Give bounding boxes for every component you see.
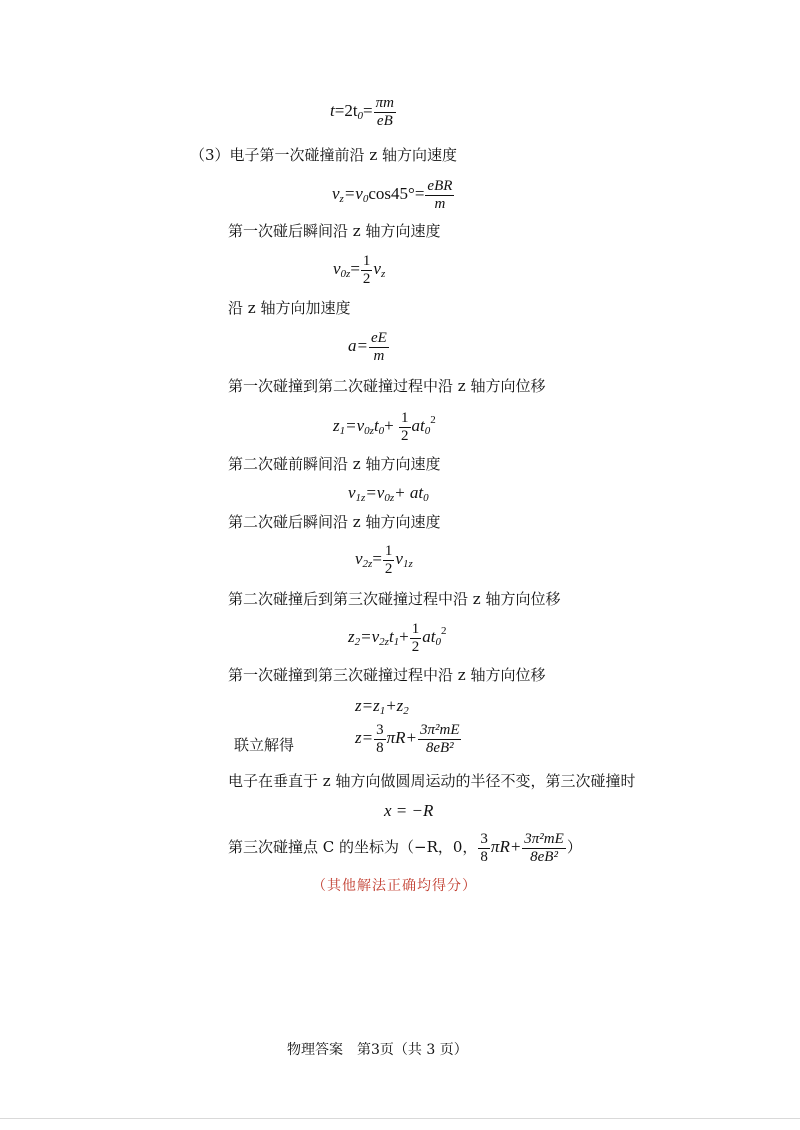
text-acceleration: 沿 z 轴方向加速度 xyxy=(228,299,351,317)
coordinate-fraction-1: $\frac{3}{8}$ xyxy=(480,831,488,865)
equation-v1z: $v_{1z}=v_{0z}+ at_0$ xyxy=(348,483,429,504)
equation-vz: $v_z=v_0\cos 45^\circ=$ $\frac{\text{eBR}}{m}$ xyxy=(332,178,453,212)
text-second-collision-before: 第二次碰前瞬间沿 z 轴方向速度 xyxy=(228,455,441,473)
bottom-divider xyxy=(0,1118,800,1119)
scoring-note: （其他解法正确均得分） xyxy=(312,878,477,894)
equation-z: $z=z_1+z_2$ xyxy=(355,696,409,717)
coordinate-line: 第三次碰撞点 C 的坐标为（−R，0， $\frac{3}{8}$ πR+ $\frac{\text{3π²mE}}{\text{8eB²}}$ ） xyxy=(228,831,582,865)
solve-label: 联立解得 xyxy=(234,736,295,754)
equation-x: x = −R xyxy=(384,801,434,820)
text-displacement-1-3: 第一次碰撞到第三次碰撞过程中沿 z 轴方向位移 xyxy=(228,666,546,684)
text-radius-unchanged: 电子在垂直于 z 轴方向做圆周运动的半径不变，第三次碰撞时 xyxy=(228,772,636,790)
equation-solve: z= $\frac{3}{8}$ πR+ $\frac{\text{3π²mE}}{\text{8eB²}}$ xyxy=(355,722,460,756)
equation-v0z: $v_{0z}=$ $\frac{1}{2}$ $v_z$ xyxy=(333,253,386,287)
equation-t: $t=2t_0=$ $\frac{\pi m}{eB}$ xyxy=(330,95,394,129)
coordinate-fraction-2: $\frac{\text{3π²mE}}{\text{8eB²}}$ xyxy=(524,831,564,865)
coordinate-prefix: 第三次碰撞点 C 的坐标为（−R，0， xyxy=(228,838,478,856)
text-second-collision-after: 第二次碰后瞬间沿 z 轴方向速度 xyxy=(228,513,441,531)
text-displacement-2-3: 第二次碰撞后到第三次碰撞过程中沿 z 轴方向位移 xyxy=(228,590,561,608)
equation-a: a= $\frac{eE}{m}$ xyxy=(348,330,387,364)
page-footer: 物理答案 第3页（共 3 页） xyxy=(287,1042,468,1058)
text-displacement-1-2: 第一次碰撞到第二次碰撞过程中沿 z 轴方向位移 xyxy=(228,377,546,395)
equation-v2z: $v_{2z}=$ $\frac{1}{2}$ $v_{1z}$ xyxy=(355,543,413,577)
text-first-collision-velocity: 第一次碰后瞬间沿 z 轴方向速度 xyxy=(228,222,441,240)
equation-z2: $z_2=v_{2z}t_1+$ $\frac{1}{2}$ $at_0^2$ xyxy=(348,621,447,655)
equation-z1: $z_1=v_{0z}t_0+$ $\frac{1}{2}$ $at_0^2$ xyxy=(333,410,436,444)
step3-heading: （3）电子第一次碰撞前沿 z 轴方向速度 xyxy=(190,146,457,164)
